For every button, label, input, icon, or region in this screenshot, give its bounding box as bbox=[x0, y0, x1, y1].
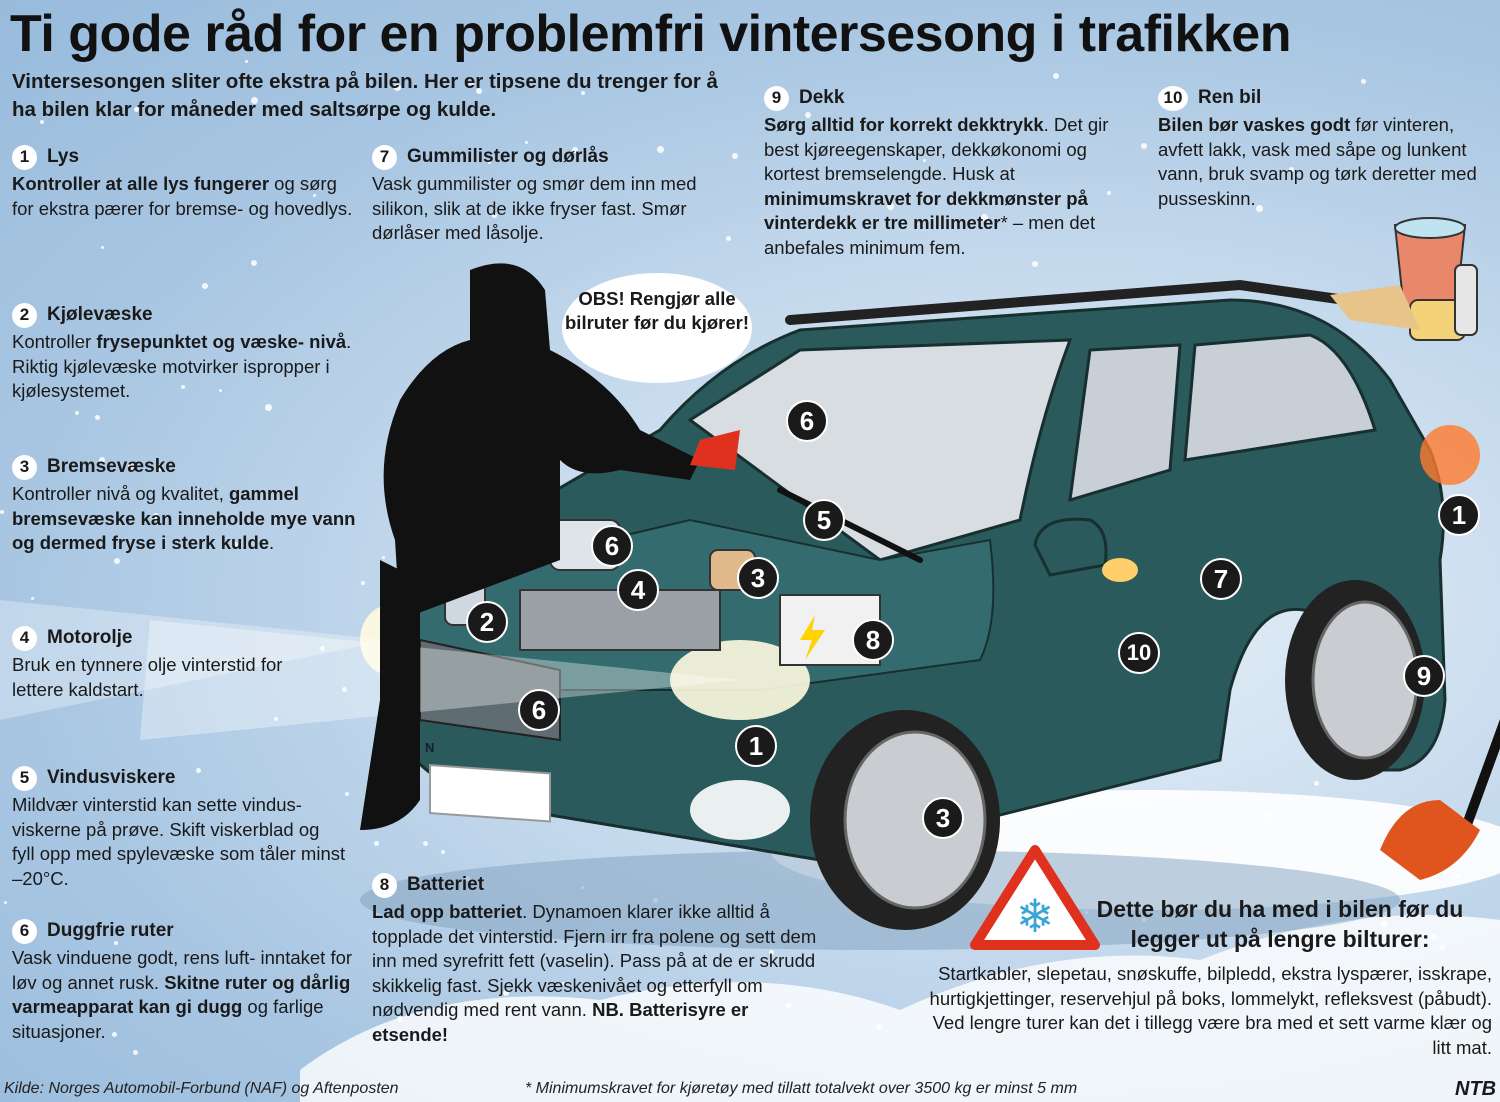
intro-text: Vintersesongen sliter ofte ekstra på bilen. Her er tipsene du trenger for å ha bilen klar for måneder med saltsørpe og kulde. bbox=[12, 70, 718, 121]
tip-2 bbox=[12, 303, 357, 404]
tip-text: Kontroller bbox=[12, 331, 97, 352]
tip-bold: Kontroller at alle lys fungerer bbox=[12, 173, 270, 194]
tip-number: 4 bbox=[12, 626, 37, 651]
badge-3-wheel: 3 bbox=[922, 797, 964, 839]
speech-bubble: OBS! Rengjør alle bilruter før du kjører! bbox=[562, 273, 752, 383]
tip-text: . Dynamoen klarer ikke alltid å topplade det vinterstid. Fjern irr fra polene og sett dem inn med syrefritt fett (vaselin). Pass på at de er skrudd skikkelig fast. Sjekk væskenivået og etterfyll om nødvendig med rent vann. bbox=[372, 901, 817, 1020]
badge-9-tire: 9 bbox=[1403, 655, 1445, 697]
tip-text: * – men det anbefales minimum fem. bbox=[764, 212, 1096, 258]
tip-heading: Bremsevæske bbox=[47, 456, 176, 478]
tip-text: Bruk en tynnere olje vinterstid for lettere kaldstart. bbox=[12, 654, 283, 700]
tip-bold: Skitne ruter og dårlig varmeapparat kan gi dugg bbox=[12, 971, 351, 1017]
tip-bold: Lad opp batteriet bbox=[372, 901, 523, 922]
badge-4-engine-oil: 4 bbox=[617, 569, 659, 611]
tip-1 bbox=[12, 145, 357, 221]
tip-heading: Kjølevæske bbox=[47, 304, 153, 326]
tip-number: 2 bbox=[12, 303, 37, 328]
tip-bold: minimumskravet for dekkmønster på vinterdekk er tre millimeter bbox=[764, 187, 1088, 233]
tip-text: Vask gummilister og smør dem inn med silikon, slik at de ikke fryser fast. Smør dørlåser med låsolje. bbox=[372, 173, 697, 243]
badge-3-brake-fluid: 3 bbox=[737, 557, 779, 599]
tip-heading: Ren bil bbox=[1198, 87, 1262, 109]
tip-number: 1 bbox=[12, 145, 37, 170]
tip-bold: Bilen bør vaskes godt bbox=[1158, 114, 1351, 135]
tip-number: 5 bbox=[12, 766, 37, 791]
tip-heading: Dekk bbox=[799, 87, 845, 109]
tip-3 bbox=[12, 455, 377, 556]
tip-bold: Sørg alltid for korrekt dekktrykk bbox=[764, 114, 1044, 135]
tip-9 bbox=[764, 86, 1144, 260]
tip-number: 6 bbox=[12, 919, 37, 944]
tip-bold: NB. Batterisyre er etsende! bbox=[372, 999, 749, 1045]
tip-8 bbox=[372, 873, 827, 1047]
badge-6-grille: 6 bbox=[518, 689, 560, 731]
tip-10 bbox=[1158, 86, 1488, 211]
tip-5 bbox=[12, 766, 347, 891]
tip-bold: frysepunktet og væske- nivå bbox=[96, 331, 347, 352]
svg-text:❄: ❄ bbox=[1015, 889, 1055, 943]
source-credit: Kilde: Norges Automobil-Forbund (NAF) og Aftenposten bbox=[4, 1080, 399, 1097]
tip-text: . bbox=[269, 532, 275, 553]
badge-10-paint: 10 bbox=[1118, 632, 1160, 674]
badge-8-battery: 8 bbox=[852, 619, 894, 661]
badge-1-headlight: 1 bbox=[735, 725, 777, 767]
footnote: * Minimumskravet for kjøretøy med tillatt totalvekt over 3500 kg er minst 5 mm bbox=[525, 1080, 1078, 1097]
tip-text: og farlige situasjoner. bbox=[12, 996, 324, 1042]
tip-text: . Riktig kjølevæske motvirker ispropper i kjølesystemet. bbox=[12, 331, 352, 401]
tip-number: 9 bbox=[764, 86, 789, 111]
page-title: Ti gode råd for en problemfri vintersesong i trafikken bbox=[10, 5, 1291, 63]
tip-heading: Gummilister og dørlås bbox=[407, 146, 609, 168]
tip-text: Vask vinduene godt, rens luft- inntaket for løv og annet rusk. bbox=[12, 947, 353, 993]
tip-bold: gammel bremsevæske kan inneholde mye vann og dermed fryse i sterk kulde bbox=[12, 483, 356, 553]
tip-heading: Vindusviskere bbox=[47, 767, 176, 789]
badge-2-coolant: 2 bbox=[466, 601, 508, 643]
tip-text: Mildvær vinterstid kan sette vindus- viskerne på prøve. Skift viskerblad og fyll opp med spylevæske som tåler minst –20°C. bbox=[12, 794, 346, 889]
tip-text: og sørg for ekstra pærer for bremse- og hovedlys. bbox=[12, 173, 353, 219]
tip-text: Kontroller nivå og kvalitet, bbox=[12, 483, 229, 504]
tip-6 bbox=[12, 919, 357, 1044]
tip-text: . Det gir best kjøreegenskaper, dekkøkonomi og kortest bremselengde. Husk at bbox=[764, 114, 1109, 184]
badge-7-door: 7 bbox=[1200, 558, 1242, 600]
tip-heading: Motorolje bbox=[47, 627, 133, 649]
ntb-logo: NTB bbox=[1455, 1078, 1497, 1100]
badge-6-windshield: 6 bbox=[786, 400, 828, 442]
license-plate-country: N bbox=[425, 740, 435, 755]
tip-4 bbox=[12, 626, 312, 702]
tip-heading: Batteriet bbox=[407, 874, 485, 896]
tip-number: 10 bbox=[1158, 86, 1188, 111]
tip-number: 8 bbox=[372, 873, 397, 898]
badge-1-taillight: 1 bbox=[1438, 494, 1480, 536]
tip-7 bbox=[372, 145, 742, 246]
packing-list: Startkabler, slepetau, snøskuffe, bilpledd, ekstra lyspærer, isskrape, hurtigkjettinger, reservehjul på boks, lommelykt, refleksvest (påbudt). Ved lengre turer kan det i tillegg være bra med et sett varme klær og litt mat. bbox=[929, 963, 1492, 1058]
badge-6-air-intake: 6 bbox=[591, 525, 633, 567]
badge-5-wiper: 5 bbox=[803, 499, 845, 541]
tip-number: 3 bbox=[12, 455, 37, 480]
tip-heading: Duggfrie ruter bbox=[47, 920, 174, 942]
tip-number: 7 bbox=[372, 145, 397, 170]
tip-heading: Lys bbox=[47, 146, 80, 168]
packing-title: Dette bør du ha med i bilen før du legger ut på lengre bilturer: bbox=[1096, 896, 1464, 952]
tip-text: før vinteren, avfett lakk, vask med såpe og lunkent vann, bruk svamp og tørk deretter med pusseskinn. bbox=[1158, 114, 1477, 209]
